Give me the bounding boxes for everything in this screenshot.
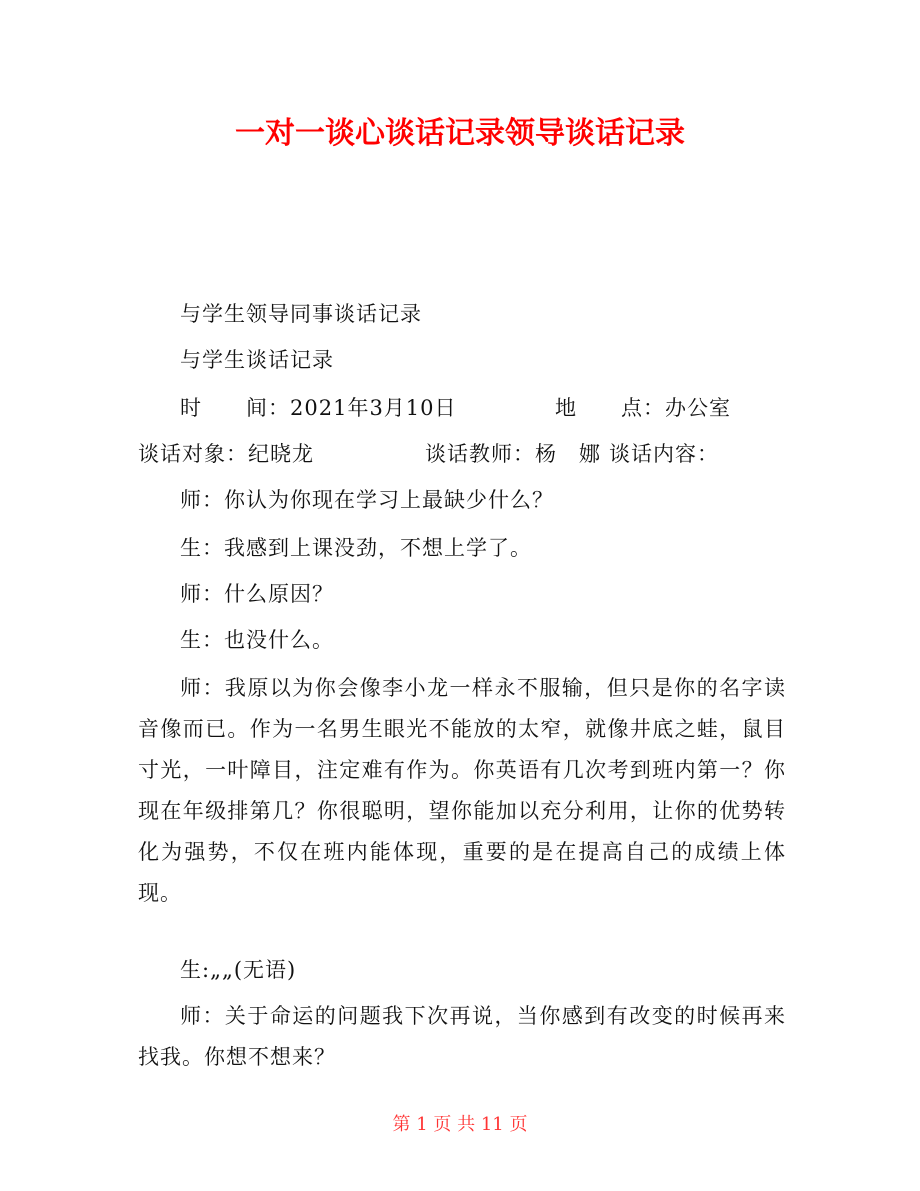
heading-colleague-records: 与学生领导同事谈话记录 (180, 302, 422, 326)
dialogue-line: 生：也没什么。 (180, 628, 334, 652)
meta-subject (138, 434, 314, 474)
teacher-label: 谈话教师： (425, 442, 535, 466)
subject-label: 谈话对象： (138, 442, 248, 466)
time-value: 2021年3月10日 (290, 396, 457, 420)
document-title: 一对一谈心谈话记录领导谈话记录 (235, 116, 685, 151)
meta-place (555, 388, 731, 428)
dialogue-paragraph: 师：我原以为你会像李小龙一样永不服输，但只是你的名字读音像而已。作为一名男生眼光不能放的太窄，就像井底之蛙，鼠目寸光，一叶障目，注定难有作为。你英语有几次考到班内第一？你现在年级排第几？你很聪明，望你能加以充分利用，让你的优势转化为强势，不仅在班内能体现，重要的是在提高自己的成绩上体现。 (138, 676, 786, 905)
dialogue-line: 生:„„(无语) (180, 958, 297, 982)
place-label: 地 点： (555, 396, 665, 420)
dialogue-line: 师：你认为你现在学习上最缺少什么？ (180, 488, 554, 512)
meta-time (180, 388, 457, 428)
dialogue-line: 生：我感到上课没劲，不想上学了。 (180, 536, 532, 560)
place-value: 办公室 (665, 396, 731, 420)
time-label: 时 间： (180, 396, 290, 420)
dialogue-paragraph: 师：关于命运的问题我下次再说，当你感到有改变的时候再来找我。你想不想来？ (138, 1004, 786, 1069)
meta-teacher (425, 434, 719, 474)
teacher-value: 杨 娜 (535, 442, 601, 466)
heading-student-records: 与学生谈话记录 (180, 348, 334, 372)
content-label: 谈话内容： (609, 442, 719, 466)
page-footer: 第 1 页 共 11 页 (392, 1114, 528, 1135)
dialogue-line: 师：什么原因？ (180, 582, 334, 606)
subject-value: 纪晓龙 (248, 442, 314, 466)
